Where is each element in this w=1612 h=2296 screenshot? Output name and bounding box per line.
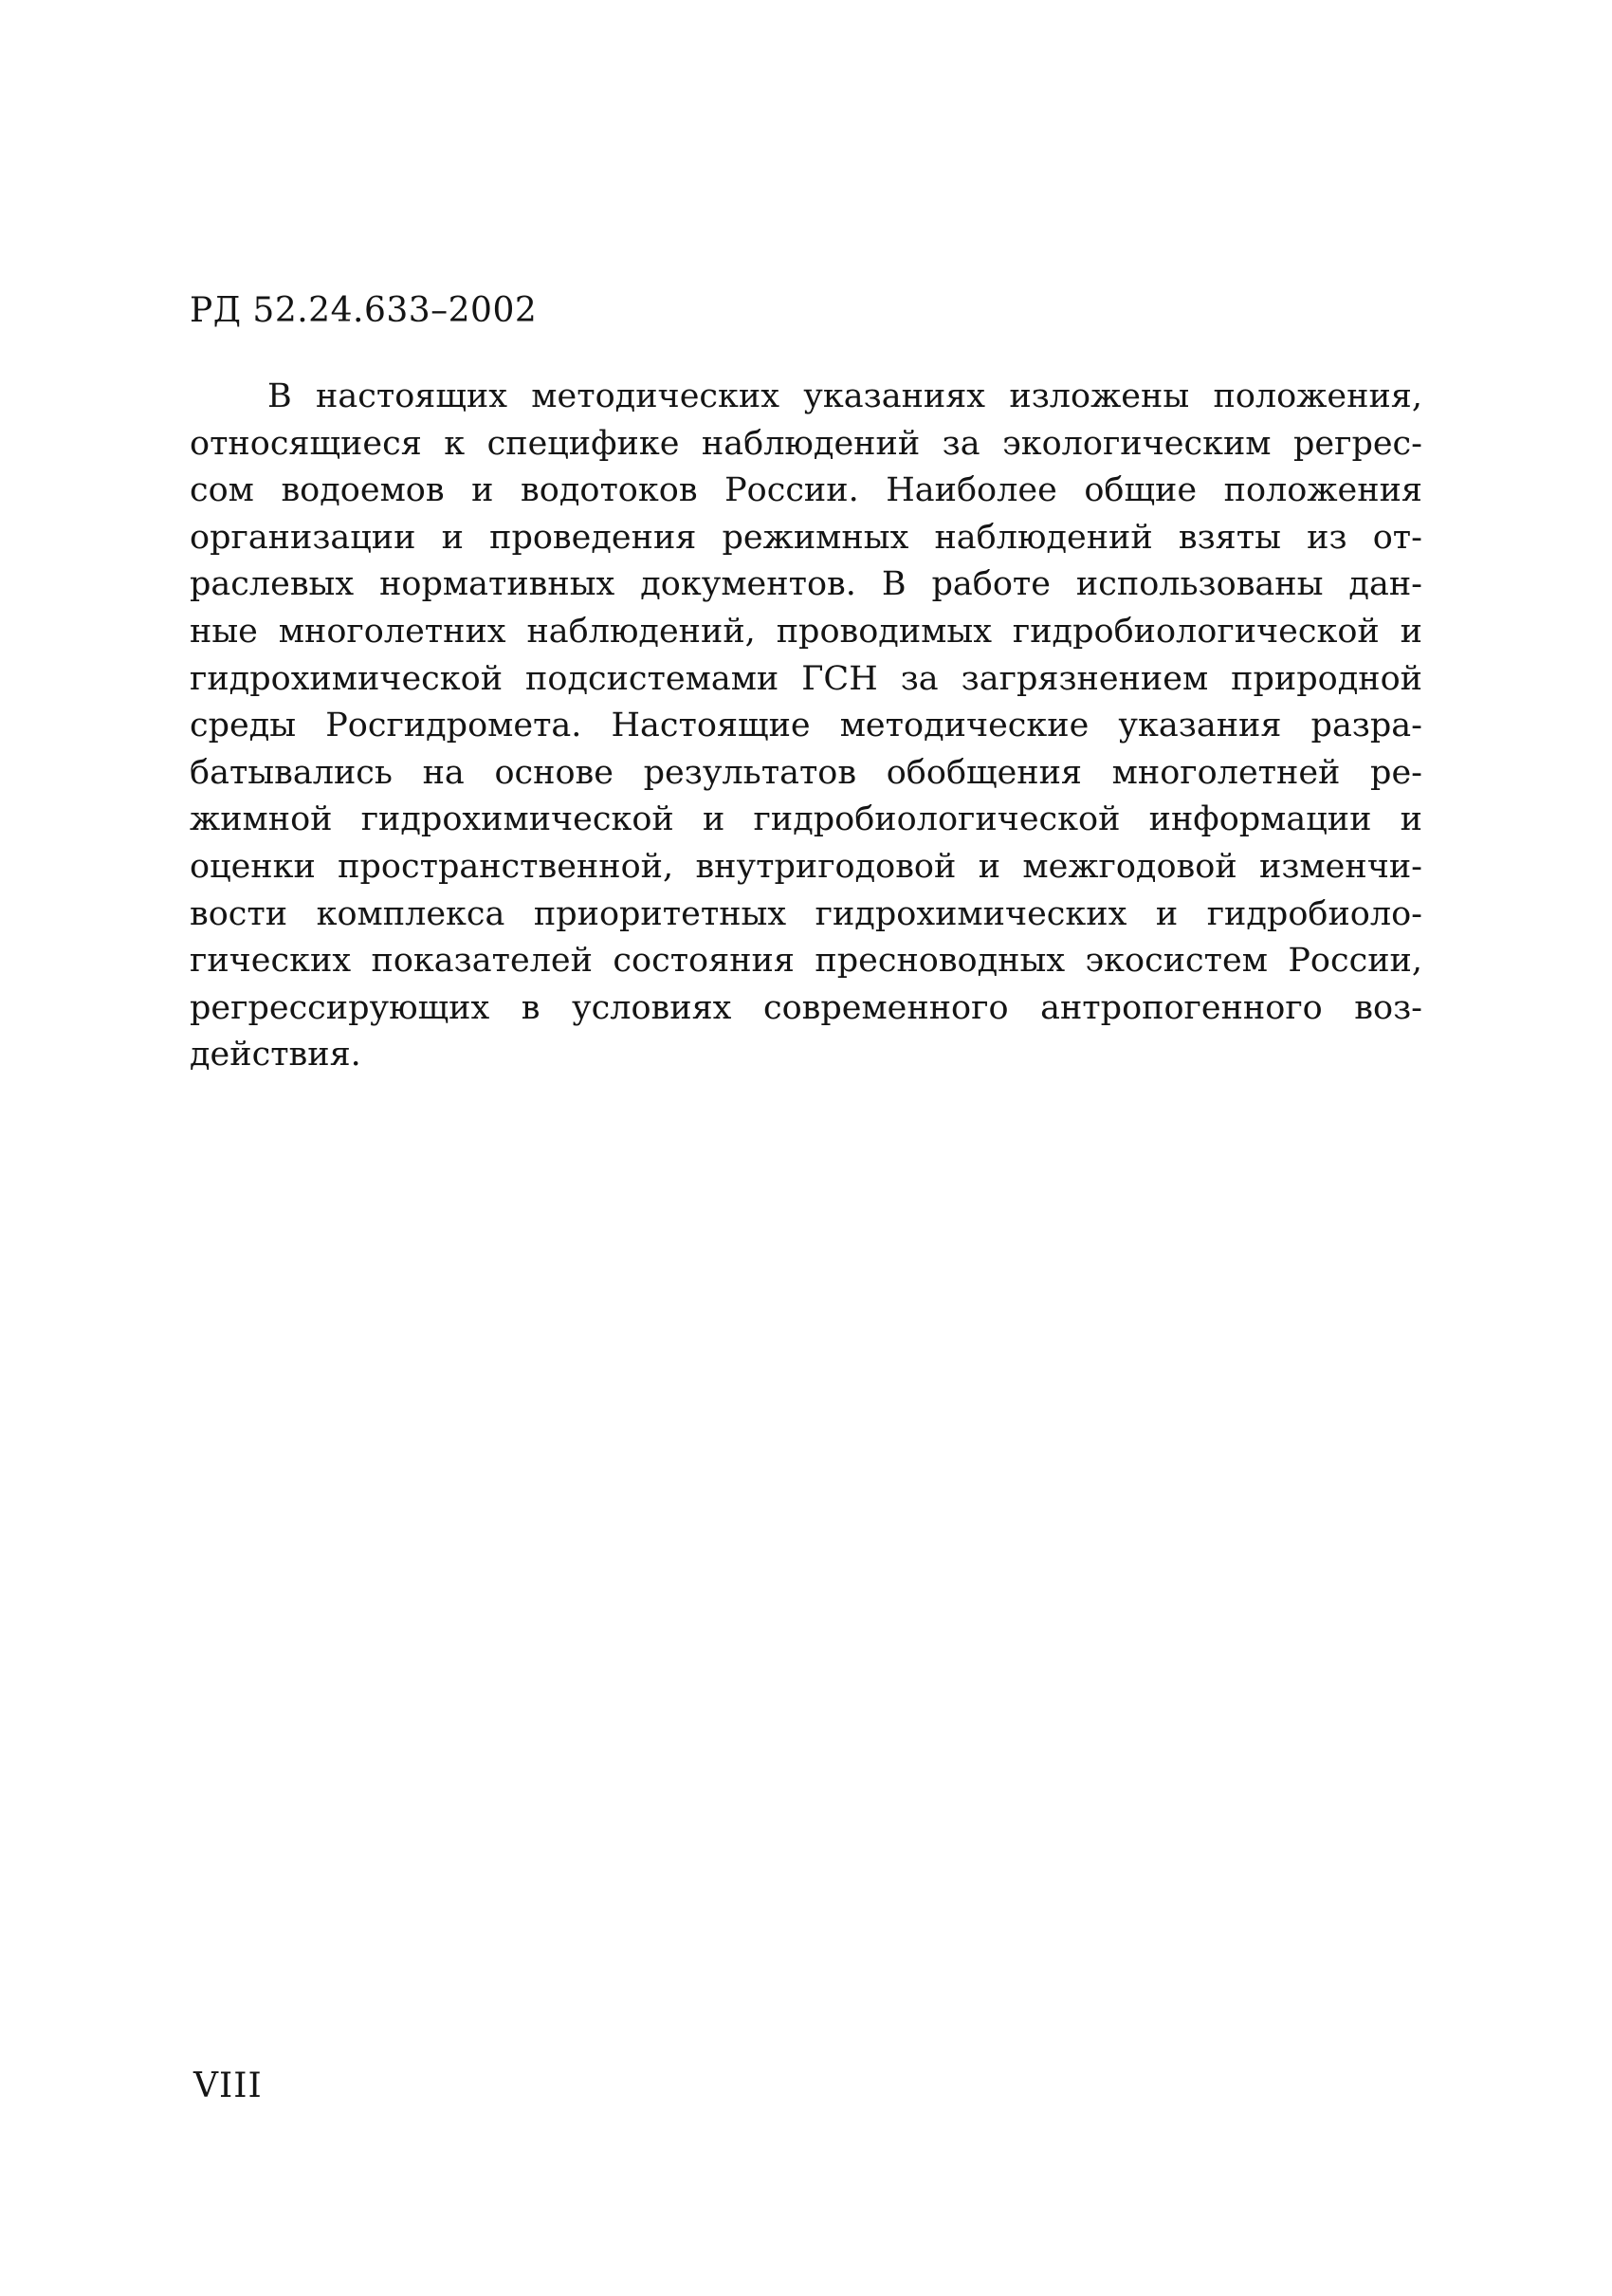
document-code-header: РД 52.24.633–2002 xyxy=(190,291,538,330)
page-number: VIII xyxy=(193,2066,263,2105)
paragraph-line: относящиеся к специфике наблюдений за экологическим регрес- xyxy=(190,424,1422,463)
paragraph-line: батывались на основе результатов обобщения многолетней ре- xyxy=(190,753,1422,792)
paragraph-line: оценки пространственной, внутригодовой и межгодовой изменчи- xyxy=(190,847,1422,886)
paragraph-line: В настоящих методических указаниях изложены положения, xyxy=(267,377,1422,415)
paragraph-line: вости комплекса приоритетных гидрохимических и гидробиоло- xyxy=(190,894,1422,933)
paragraph-line: раслевых нормативных документов. В работе использованы дан- xyxy=(190,565,1422,604)
body-paragraph xyxy=(190,374,1422,1079)
paragraph-line: среды Росгидромета. Настоящие методические указания разра- xyxy=(190,707,1422,745)
paragraph-line: жимной гидрохимической и гидробиологической информации и xyxy=(190,800,1422,839)
paragraph-line: действия. xyxy=(190,1036,361,1075)
paragraph-line: организации и проведения режимных наблюдений взяты из от- xyxy=(190,518,1422,557)
paragraph-line: сом водоемов и водотоков России. Наиболее общие положения xyxy=(190,471,1422,510)
paragraph-line: гических показателей состояния пресноводных экосистем России, xyxy=(190,942,1422,981)
paragraph-line: ные многолетних наблюдений, проводимых гидробиологической и xyxy=(190,612,1422,651)
paragraph-line: регрессирующих в условиях современного антропогенного воз- xyxy=(190,988,1422,1027)
paragraph-line: гидрохимической подсистемами ГСН за загрязнением природной xyxy=(190,659,1422,698)
